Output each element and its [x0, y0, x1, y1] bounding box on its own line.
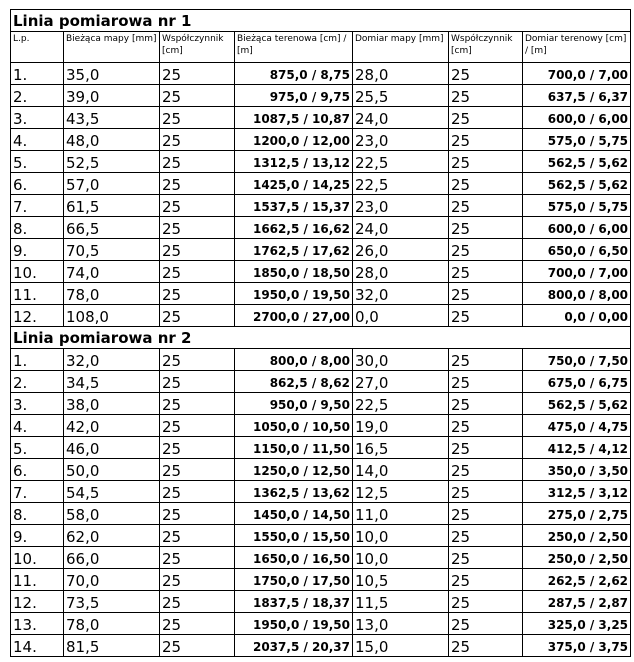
table-row	[11, 591, 631, 613]
table-row	[11, 349, 631, 371]
table-row	[11, 239, 631, 261]
cell-coefficient-offset: 25	[449, 371, 523, 393]
cell-map-offset: 12,5	[353, 481, 449, 503]
cell-terrain-current: 1425,0 / 14,25	[235, 173, 353, 195]
cell-row-number: 8.	[11, 217, 64, 239]
cell-coefficient-offset: 25	[449, 283, 523, 305]
cell-row-number: 12.	[11, 305, 64, 327]
cell-map-current: 61,5	[64, 195, 160, 217]
table-row	[11, 547, 631, 569]
cell-terrain-current: 1850,0 / 18,50	[235, 261, 353, 283]
cell-map-current: 62,0	[64, 525, 160, 547]
cell-coefficient: 25	[160, 371, 235, 393]
cell-map-offset: 24,0	[353, 217, 449, 239]
cell-coefficient: 25	[160, 547, 235, 569]
cell-terrain-offset: 325,0 / 3,25	[523, 613, 631, 635]
table-row	[11, 305, 631, 327]
cell-terrain-offset: 262,5 / 2,62	[523, 569, 631, 591]
column-header-coefficient: Współczynnik [cm]	[160, 32, 235, 63]
cell-row-number: 4.	[11, 415, 64, 437]
cell-coefficient: 25	[160, 635, 235, 657]
cell-row-number: 8.	[11, 503, 64, 525]
cell-row-number: 9.	[11, 525, 64, 547]
cell-map-current: 70,5	[64, 239, 160, 261]
cell-coefficient-offset: 25	[449, 591, 523, 613]
cell-map-offset: 11,5	[353, 591, 449, 613]
cell-map-current: 39,0	[64, 85, 160, 107]
cell-coefficient-offset: 25	[449, 217, 523, 239]
cell-terrain-current: 1537,5 / 15,37	[235, 195, 353, 217]
table-row	[11, 195, 631, 217]
cell-coefficient: 25	[160, 151, 235, 173]
cell-terrain-current: 2700,0 / 27,00	[235, 305, 353, 327]
cell-map-offset: 13,0	[353, 613, 449, 635]
cell-terrain-offset: 700,0 / 7,00	[523, 63, 631, 85]
cell-terrain-current: 1662,5 / 16,62	[235, 217, 353, 239]
cell-map-offset: 15,0	[353, 635, 449, 657]
cell-coefficient: 25	[160, 393, 235, 415]
cell-map-current: 35,0	[64, 63, 160, 85]
cell-terrain-current: 1837,5 / 18,37	[235, 591, 353, 613]
cell-map-current: 54,5	[64, 481, 160, 503]
table-row	[11, 613, 631, 635]
cell-coefficient: 25	[160, 459, 235, 481]
table-row	[11, 437, 631, 459]
table-row	[11, 107, 631, 129]
cell-terrain-offset: 800,0 / 8,00	[523, 283, 631, 305]
cell-terrain-offset: 250,0 / 2,50	[523, 525, 631, 547]
cell-row-number: 13.	[11, 613, 64, 635]
cell-coefficient-offset: 25	[449, 349, 523, 371]
cell-terrain-offset: 350,0 / 3,50	[523, 459, 631, 481]
cell-map-current: 108,0	[64, 305, 160, 327]
cell-coefficient: 25	[160, 613, 235, 635]
cell-coefficient: 25	[160, 349, 235, 371]
cell-coefficient-offset: 25	[449, 569, 523, 591]
cell-coefficient-offset: 25	[449, 195, 523, 217]
cell-row-number: 3.	[11, 107, 64, 129]
section-title: Linia pomiarowa nr 1	[11, 10, 631, 32]
cell-terrain-offset: 250,0 / 2,50	[523, 547, 631, 569]
cell-coefficient-offset: 25	[449, 107, 523, 129]
cell-coefficient-offset: 25	[449, 481, 523, 503]
cell-coefficient: 25	[160, 283, 235, 305]
cell-coefficient-offset: 25	[449, 547, 523, 569]
cell-map-current: 38,0	[64, 393, 160, 415]
table-row	[11, 415, 631, 437]
cell-map-offset: 23,0	[353, 129, 449, 151]
survey-table	[10, 9, 631, 657]
cell-row-number: 2.	[11, 85, 64, 107]
cell-coefficient-offset: 25	[449, 305, 523, 327]
cell-map-offset: 10,5	[353, 569, 449, 591]
cell-coefficient-offset: 25	[449, 85, 523, 107]
cell-row-number: 9.	[11, 239, 64, 261]
cell-coefficient: 25	[160, 173, 235, 195]
cell-map-current: 78,0	[64, 613, 160, 635]
cell-row-number: 3.	[11, 393, 64, 415]
cell-coefficient: 25	[160, 415, 235, 437]
cell-map-current: 43,5	[64, 107, 160, 129]
cell-terrain-offset: 475,0 / 4,75	[523, 415, 631, 437]
cell-terrain-offset: 412,5 / 4,12	[523, 437, 631, 459]
cell-terrain-current: 875,0 / 8,75	[235, 63, 353, 85]
cell-row-number: 12.	[11, 591, 64, 613]
cell-terrain-current: 950,0 / 9,50	[235, 393, 353, 415]
cell-coefficient-offset: 25	[449, 635, 523, 657]
cell-coefficient-offset: 25	[449, 173, 523, 195]
cell-terrain-offset: 600,0 / 6,00	[523, 107, 631, 129]
cell-coefficient-offset: 25	[449, 63, 523, 85]
cell-row-number: 5.	[11, 437, 64, 459]
column-header-terrain-current: Bieżąca terenowa [cm] / [m]	[235, 32, 353, 63]
cell-coefficient: 25	[160, 569, 235, 591]
cell-map-current: 58,0	[64, 503, 160, 525]
cell-row-number: 14.	[11, 635, 64, 657]
cell-coefficient-offset: 25	[449, 415, 523, 437]
cell-map-offset: 16,5	[353, 437, 449, 459]
cell-coefficient: 25	[160, 195, 235, 217]
cell-terrain-current: 1650,0 / 16,50	[235, 547, 353, 569]
cell-map-offset: 32,0	[353, 283, 449, 305]
cell-coefficient: 25	[160, 63, 235, 85]
cell-terrain-current: 1150,0 / 11,50	[235, 437, 353, 459]
cell-terrain-offset: 312,5 / 3,12	[523, 481, 631, 503]
cell-row-number: 10.	[11, 547, 64, 569]
table-body	[11, 10, 631, 657]
cell-terrain-offset: 575,0 / 5,75	[523, 129, 631, 151]
cell-terrain-offset: 750,0 / 7,50	[523, 349, 631, 371]
cell-terrain-offset: 675,0 / 6,75	[523, 371, 631, 393]
cell-map-offset: 24,0	[353, 107, 449, 129]
cell-map-offset: 19,0	[353, 415, 449, 437]
section-title: Linia pomiarowa nr 2	[11, 327, 631, 349]
cell-terrain-current: 2037,5 / 20,37	[235, 635, 353, 657]
cell-map-offset: 22,5	[353, 151, 449, 173]
cell-map-offset: 25,5	[353, 85, 449, 107]
cell-map-current: 66,5	[64, 217, 160, 239]
column-header-coefficient-offset: Współczynnik [cm]	[449, 32, 523, 63]
cell-terrain-current: 1762,5 / 17,62	[235, 239, 353, 261]
table-row	[11, 217, 631, 239]
section-title-row	[11, 327, 631, 349]
cell-coefficient: 25	[160, 503, 235, 525]
cell-terrain-offset: 575,0 / 5,75	[523, 195, 631, 217]
cell-map-offset: 28,0	[353, 261, 449, 283]
cell-terrain-offset: 600,0 / 6,00	[523, 217, 631, 239]
table-row	[11, 459, 631, 481]
cell-map-current: 66,0	[64, 547, 160, 569]
cell-terrain-current: 1950,0 / 19,50	[235, 283, 353, 305]
cell-row-number: 6.	[11, 173, 64, 195]
cell-terrain-offset: 375,0 / 3,75	[523, 635, 631, 657]
cell-coefficient-offset: 25	[449, 437, 523, 459]
column-header-map-current: Bieżąca mapy [mm]	[64, 32, 160, 63]
cell-terrain-offset: 275,0 / 2,75	[523, 503, 631, 525]
cell-row-number: 6.	[11, 459, 64, 481]
cell-map-current: 42,0	[64, 415, 160, 437]
cell-terrain-current: 1087,5 / 10,87	[235, 107, 353, 129]
cell-terrain-current: 862,5 / 8,62	[235, 371, 353, 393]
cell-terrain-offset: 637,5 / 6,37	[523, 85, 631, 107]
table-row	[11, 283, 631, 305]
cell-coefficient: 25	[160, 261, 235, 283]
cell-terrain-current: 1200,0 / 12,00	[235, 129, 353, 151]
cell-map-current: 46,0	[64, 437, 160, 459]
cell-row-number: 1.	[11, 63, 64, 85]
table-row	[11, 261, 631, 283]
cell-coefficient-offset: 25	[449, 129, 523, 151]
cell-map-offset: 22,5	[353, 393, 449, 415]
cell-terrain-current: 1362,5 / 13,62	[235, 481, 353, 503]
cell-map-offset: 11,0	[353, 503, 449, 525]
cell-map-current: 34,5	[64, 371, 160, 393]
table-row	[11, 393, 631, 415]
cell-coefficient-offset: 25	[449, 151, 523, 173]
table-row	[11, 503, 631, 525]
table-row	[11, 173, 631, 195]
cell-coefficient-offset: 25	[449, 613, 523, 635]
cell-map-offset: 0,0	[353, 305, 449, 327]
cell-terrain-offset: 287,5 / 2,87	[523, 591, 631, 613]
cell-terrain-current: 1312,5 / 13,12	[235, 151, 353, 173]
cell-coefficient-offset: 25	[449, 459, 523, 481]
cell-coefficient: 25	[160, 591, 235, 613]
cell-coefficient: 25	[160, 107, 235, 129]
table-row	[11, 481, 631, 503]
header-row	[11, 32, 631, 63]
table-row	[11, 151, 631, 173]
cell-row-number: 11.	[11, 283, 64, 305]
cell-coefficient-offset: 25	[449, 393, 523, 415]
cell-map-offset: 10,0	[353, 525, 449, 547]
cell-coefficient: 25	[160, 305, 235, 327]
cell-terrain-current: 1550,0 / 15,50	[235, 525, 353, 547]
cell-coefficient: 25	[160, 217, 235, 239]
cell-coefficient: 25	[160, 437, 235, 459]
table-row	[11, 63, 631, 85]
cell-map-current: 78,0	[64, 283, 160, 305]
cell-map-current: 73,5	[64, 591, 160, 613]
cell-map-offset: 10,0	[353, 547, 449, 569]
cell-map-offset: 26,0	[353, 239, 449, 261]
cell-map-offset: 22,5	[353, 173, 449, 195]
cell-row-number: 10.	[11, 261, 64, 283]
cell-map-current: 81,5	[64, 635, 160, 657]
cell-map-current: 32,0	[64, 349, 160, 371]
cell-terrain-current: 1750,0 / 17,50	[235, 569, 353, 591]
table-row	[11, 129, 631, 151]
cell-map-offset: 23,0	[353, 195, 449, 217]
cell-terrain-current: 800,0 / 8,00	[235, 349, 353, 371]
cell-coefficient: 25	[160, 525, 235, 547]
cell-coefficient-offset: 25	[449, 503, 523, 525]
column-header-row-number: L.p.	[11, 32, 64, 63]
cell-terrain-offset: 562,5 / 5,62	[523, 393, 631, 415]
cell-row-number: 1.	[11, 349, 64, 371]
cell-map-current: 50,0	[64, 459, 160, 481]
cell-terrain-offset: 562,5 / 5,62	[523, 151, 631, 173]
section-title-row	[11, 10, 631, 32]
table-row	[11, 635, 631, 657]
cell-terrain-offset: 650,0 / 6,50	[523, 239, 631, 261]
cell-coefficient-offset: 25	[449, 239, 523, 261]
cell-map-offset: 14,0	[353, 459, 449, 481]
cell-coefficient: 25	[160, 129, 235, 151]
cell-map-offset: 27,0	[353, 371, 449, 393]
cell-coefficient-offset: 25	[449, 261, 523, 283]
cell-map-current: 70,0	[64, 569, 160, 591]
table-row	[11, 525, 631, 547]
cell-coefficient: 25	[160, 481, 235, 503]
cell-map-offset: 30,0	[353, 349, 449, 371]
cell-map-current: 57,0	[64, 173, 160, 195]
cell-terrain-current: 1450,0 / 14,50	[235, 503, 353, 525]
table-row	[11, 569, 631, 591]
cell-coefficient: 25	[160, 239, 235, 261]
cell-terrain-current: 1050,0 / 10,50	[235, 415, 353, 437]
table-row	[11, 371, 631, 393]
cell-map-current: 48,0	[64, 129, 160, 151]
column-header-terrain-offset: Domiar terenowy [cm] / [m]	[523, 32, 631, 63]
column-header-map-offset: Domiar mapy [mm]	[353, 32, 449, 63]
cell-row-number: 7.	[11, 481, 64, 503]
cell-row-number: 7.	[11, 195, 64, 217]
cell-map-current: 52,5	[64, 151, 160, 173]
cell-terrain-current: 975,0 / 9,75	[235, 85, 353, 107]
cell-map-current: 74,0	[64, 261, 160, 283]
cell-coefficient: 25	[160, 85, 235, 107]
cell-terrain-current: 1950,0 / 19,50	[235, 613, 353, 635]
cell-terrain-offset: 0,0 / 0,00	[523, 305, 631, 327]
cell-terrain-offset: 700,0 / 7,00	[523, 261, 631, 283]
cell-row-number: 5.	[11, 151, 64, 173]
cell-coefficient-offset: 25	[449, 525, 523, 547]
cell-row-number: 2.	[11, 371, 64, 393]
cell-row-number: 4.	[11, 129, 64, 151]
cell-terrain-current: 1250,0 / 12,50	[235, 459, 353, 481]
cell-row-number: 11.	[11, 569, 64, 591]
cell-terrain-offset: 562,5 / 5,62	[523, 173, 631, 195]
table-row	[11, 85, 631, 107]
cell-map-offset: 28,0	[353, 63, 449, 85]
